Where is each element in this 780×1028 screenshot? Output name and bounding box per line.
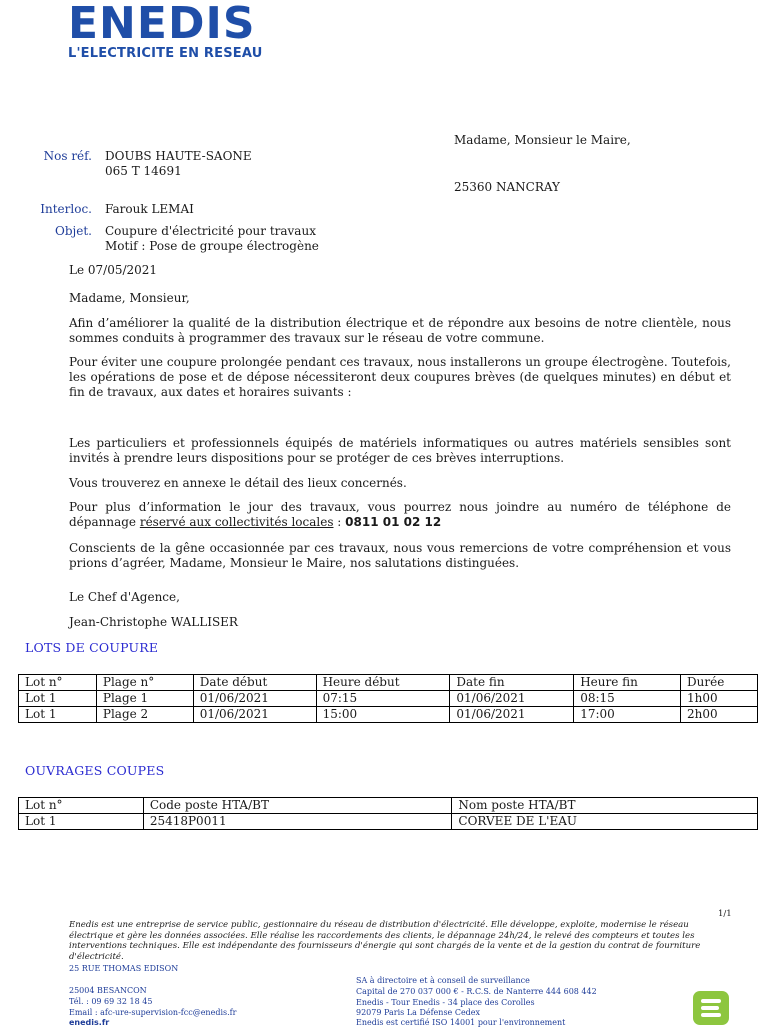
table-cell: 2h00 — [681, 707, 758, 723]
table-cell: 08:15 — [574, 691, 681, 707]
letter-date: Le 07/05/2021 — [69, 263, 158, 277]
lots-header-cell: Durée — [681, 675, 758, 691]
footer-tel: Tél. : 09 69 32 18 45 — [69, 997, 153, 1006]
footer-legal4: 92079 Paris La Défense Cedex — [356, 1008, 481, 1017]
footer-legal2: Capital de 270 037 000 € - R.C.S. de Nanterre 444 608 442 — [356, 987, 597, 996]
letter-salutation: Madame, Monsieur, — [69, 291, 190, 305]
table-cell: Plage 2 — [96, 707, 193, 723]
objet-line2: Motif : Pose de groupe électrogène — [105, 239, 319, 253]
footer-site-link[interactable]: enedis.fr — [69, 1018, 110, 1027]
footer-legal3: Enedis - Tour Enedis - 34 place des Corolles — [356, 998, 535, 1007]
depannage-phone: 0811 01 02 12 — [345, 515, 442, 529]
nos-ref-line2: 065 T 14691 — [105, 164, 182, 178]
paragraph-5 — [69, 500, 731, 530]
lots-header-cell: Date début — [193, 675, 316, 691]
recipient-address: 25360 NANCRAY — [454, 180, 560, 194]
lots-header-cell: Heure début — [316, 675, 450, 691]
table-cell: 01/06/2021 — [193, 707, 316, 723]
lots-header-cell: Plage n° — [96, 675, 193, 691]
table-cell: Lot 1 — [19, 707, 97, 723]
table-cell: Lot 1 — [19, 814, 144, 830]
footer-address1: 25 RUE THOMAS EDISON — [69, 964, 179, 973]
ouvrages-header-cell: Code poste HTA/BT — [143, 798, 452, 814]
paragraph-1: Afin d’améliorer la qualité de la distribution électrique et de répondre aux besoins de notre clientèle, nous sommes conduits à programmer des travaux sur le réseau de votre commune. — [69, 316, 731, 345]
interloc-label: Interloc. — [40, 202, 92, 216]
table-cell: 01/06/2021 — [450, 707, 574, 723]
table-cell: 01/06/2021 — [450, 691, 574, 707]
lots-header-cell: Date fin — [450, 675, 574, 691]
nos-ref-label: Nos réf. — [43, 149, 92, 163]
objet-line1: Coupure d'électricité pour travaux — [105, 224, 316, 238]
table-row — [19, 691, 758, 707]
signature-title: Le Chef d'Agence, — [69, 590, 180, 604]
paragraph-6: Conscients de la gêne occasionnée par ces travaux, nous vous remercions de votre compréhension et vous prions d’agréer, Madame, Monsieur le Maire, nos salutations distinguées. — [69, 541, 731, 570]
lots-header-cell: Heure fin — [574, 675, 681, 691]
interloc-value: Farouk LEMAI — [105, 202, 194, 216]
paragraph-2: Pour éviter une coupure prolongée pendant ces travaux, nous installerons un groupe électrogène. Toutefois, les opérations de pose et de dépose nécessiteront deux coupures brèves (de quelques minutes) en début et fin de travaux, aux dates et horaires suivants : — [69, 355, 731, 399]
table-cell: Lot 1 — [19, 691, 97, 707]
ouvrages-header-row — [19, 798, 758, 814]
page-number: 1/1 — [718, 909, 732, 919]
ouvrages-table — [18, 797, 758, 830]
table-cell: 07:15 — [316, 691, 450, 707]
ouvrages-header-cell: Lot n° — [19, 798, 144, 814]
lots-section-title: LOTS DE COUPURE — [25, 640, 159, 655]
table-row — [19, 707, 758, 723]
table-cell: 25418P0011 — [143, 814, 452, 830]
collectivites-link[interactable]: réservé aux collectivités locales — [139, 515, 334, 529]
ouvrages-section-title: OUVRAGES COUPES — [25, 763, 165, 778]
footer-legal1: SA à directoire et à conseil de surveillance — [356, 976, 530, 985]
table-cell: 17:00 — [574, 707, 681, 723]
footer-description: Enedis est une entreprise de service public, gestionnaire du réseau de distribution d'électricité. Elle développe, exploite, modernise le réseau électrique et gère les données associées. Elle réalise les raccordements des clients, le dépannage 24h/24, le relevé des compteurs et toutes les interventions techniques. Elle est indépendante des fournisseurs d'énergie qui sont chargés de la vente et de la gestion du contrat de fourniture d'électricité. — [69, 920, 701, 962]
footer-legal5: Enedis est certifié ISO 14001 pour l'environnement — [356, 1018, 566, 1027]
paragraph-4: Vous trouverez en annexe le détail des lieux concernés. — [69, 476, 407, 490]
paragraph-3: Les particuliers et professionnels équipés de matériels informatiques ou autres matériels sensibles sont invités à prendre leurs dispositions pour se protéger de ces brèves interruptions. — [69, 436, 731, 465]
footer-email[interactable]: Email : afc-ure-supervision-fcc@enedis.fr — [69, 1008, 237, 1017]
enedis-logo: ENEDIS — [68, 0, 256, 49]
paragraph-5-sep: : — [333, 515, 346, 529]
nos-ref-line1: DOUBS HAUTE-SAONE — [105, 149, 252, 163]
table-cell: 01/06/2021 — [193, 691, 316, 707]
signature-name: Jean-Christophe WALLISER — [69, 615, 238, 629]
ouvrages-header-cell: Nom poste HTA/BT — [452, 798, 758, 814]
footer-address2: 25004 BESANCON — [69, 986, 147, 995]
table-cell: 15:00 — [316, 707, 450, 723]
table-cell: Plage 1 — [96, 691, 193, 707]
objet-label: Objet. — [55, 224, 92, 238]
enedis-e-logo-icon — [692, 990, 730, 1026]
paragraph-5-text: Pour plus d’information le jour des travaux, vous pourrez nous joindre au numéro de téléphone de dépannage — [69, 500, 731, 529]
lots-header-cell: Lot n° — [19, 675, 97, 691]
lots-table — [18, 674, 758, 723]
lots-header-row — [19, 675, 758, 691]
table-cell: 1h00 — [681, 691, 758, 707]
recipient-title: Madame, Monsieur le Maire, — [454, 133, 631, 147]
logo-tagline: L'ELECTRICITE EN RESEAU — [68, 46, 263, 61]
table-cell: CORVEE DE L'EAU — [452, 814, 758, 830]
table-row — [19, 814, 758, 830]
